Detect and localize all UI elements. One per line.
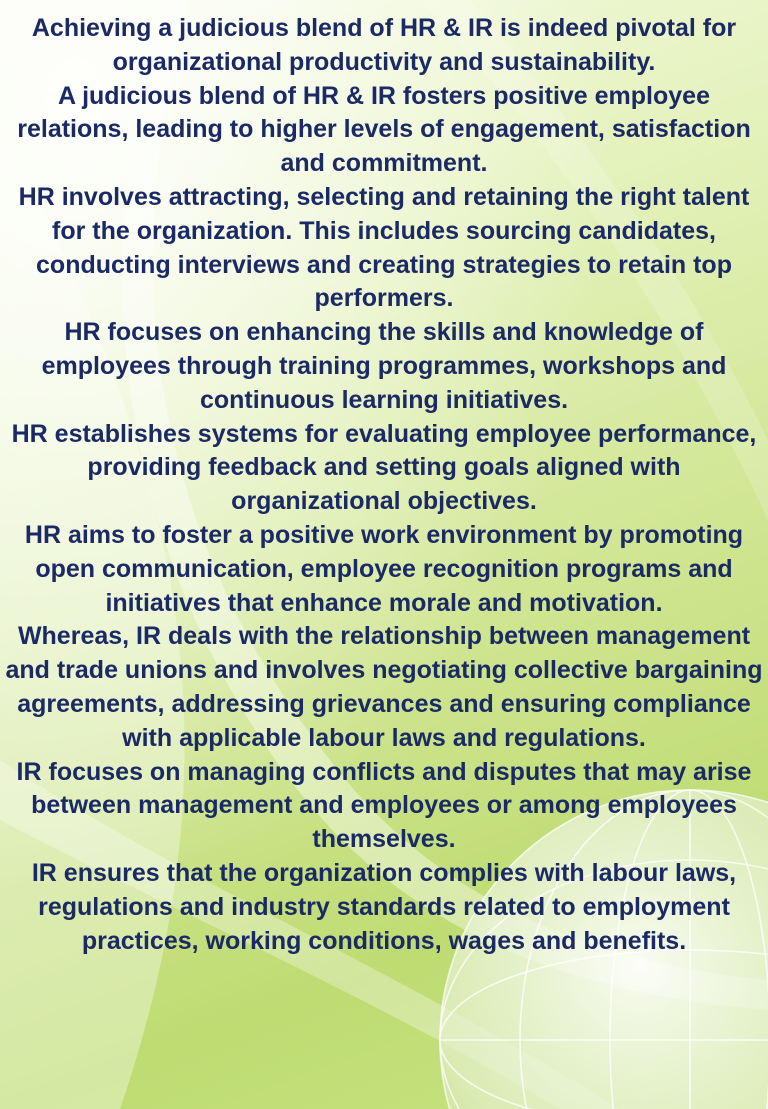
paragraph-1: Achieving a judicious blend of HR & IR is indeed pivotal for organizational productivity and sustainability. <box>31 14 737 76</box>
paragraph-8: IR focuses on managing conflicts and disputes that may arise between management and employees or among employees themselves. <box>16 757 752 854</box>
paragraph-7: Whereas, IR deals with the relationship between management and trade unions and involves negotiating collective bargaining agreements, addressing grievances and ensuring compliance with applicable labour laws and regulations. <box>5 622 763 752</box>
paragraph-3: HR involves attracting, selecting and retaining the right talent for the organization. This includes sourcing candidates, conducting interviews and creating strategies to retain top performers. <box>18 182 750 313</box>
paragraph-2: A judicious blend of HR & IR fosters positive employee relations, leading to higher levels of engagement, satisfaction and commitment. <box>17 81 751 178</box>
paragraph-5: HR establishes systems for evaluating employee performance, providing feedback and setting goals aligned with organizational objectives. <box>11 419 757 516</box>
paragraph-4: HR focuses on enhancing the skills and knowledge of employees through training programmes, workshops and continuous learning initiatives. <box>41 318 727 414</box>
paragraph-9: IR ensures that the organization complies with labour laws, regulations and industry standards related to employment practices, working conditions, wages and benefits. <box>31 858 737 955</box>
paragraph-6: HR aims to foster a positive work environment by promoting open communication, employee recognition programs and initiatives that enhance morale and motivation. <box>24 520 744 617</box>
text-body <box>4 12 764 958</box>
